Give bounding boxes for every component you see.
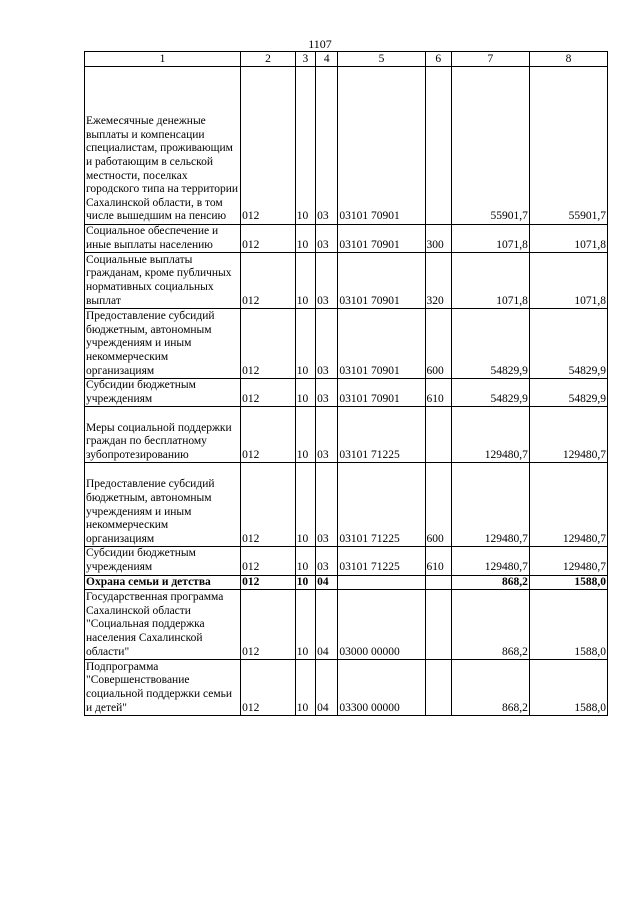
table-row: [85, 575, 608, 590]
row-code-cell: 012: [241, 463, 296, 547]
row-sum-2-cell: 1588,0: [529, 575, 607, 590]
row-section-cell: 10: [295, 253, 315, 309]
row-sum-2-cell: 1588,0: [529, 590, 607, 660]
row-subsection-cell: 03: [316, 253, 338, 309]
row-section-cell: 10: [295, 463, 315, 547]
row-subsection-cell: 03: [316, 225, 338, 253]
row-section-cell: 10: [295, 309, 315, 379]
row-expense-type-cell: 610: [425, 547, 451, 575]
row-section-cell: 10: [295, 660, 315, 716]
row-expense-type-cell: [425, 590, 451, 660]
row-target-article-cell: 03101 71225: [338, 463, 425, 547]
row-target-article-cell: 03000 00000: [338, 590, 425, 660]
row-sum-1-cell: 868,2: [451, 660, 529, 716]
row-name-cell: Охрана семьи и детства: [85, 575, 241, 590]
row-target-article-cell: [338, 575, 425, 590]
row-name-cell: Субсидии бюджетным учреждениям: [85, 379, 241, 407]
row-sum-1-cell: 129480,7: [451, 547, 529, 575]
row-section-cell: 10: [295, 407, 315, 463]
table-row: [85, 309, 608, 379]
page-number: 1107: [308, 37, 332, 51]
table-row: [85, 379, 608, 407]
row-name-cell: Меры социальной поддержки граждан по бесплатному зубопротезированию: [85, 407, 241, 463]
row-expense-type-cell: [425, 407, 451, 463]
row-sum-1-cell: 54829,9: [451, 309, 529, 379]
table-row: [85, 67, 608, 225]
row-sum-2-cell: 1588,0: [529, 660, 607, 716]
row-code-cell: 012: [241, 407, 296, 463]
row-subsection-cell: 04: [316, 660, 338, 716]
row-sum-1-cell: 868,2: [451, 575, 529, 590]
row-sum-1-cell: 868,2: [451, 590, 529, 660]
row-sum-2-cell: 54829,9: [529, 379, 607, 407]
row-subsection-cell: 03: [316, 67, 338, 225]
row-section-cell: 10: [295, 225, 315, 253]
row-expense-type-cell: [425, 660, 451, 716]
row-target-article-cell: 03300 00000: [338, 660, 425, 716]
row-target-article-cell: 03101 70901: [338, 67, 425, 225]
header-cell: 6: [425, 52, 451, 67]
row-code-cell: 012: [241, 379, 296, 407]
row-subsection-cell: 03: [316, 463, 338, 547]
row-sum-2-cell: 54829,9: [529, 309, 607, 379]
row-expense-type-cell: [425, 575, 451, 590]
row-subsection-cell: 03: [316, 379, 338, 407]
row-subsection-cell: 03: [316, 407, 338, 463]
row-name-cell: Подпрограмма "Совершенствование социальной поддержки семьи и детей": [85, 660, 241, 716]
table-row: [85, 253, 608, 309]
row-section-cell: 10: [295, 590, 315, 660]
row-target-article-cell: 03101 71225: [338, 547, 425, 575]
row-name-cell: Ежемесячные денежные выплаты и компенсации специалистам, проживающим и работающим в сельской местности, поселках городского типа на территории Сахалинской области, в том числе вышедшим на пенсию: [85, 67, 241, 225]
header-cell: 5: [338, 52, 425, 67]
row-expense-type-cell: 320: [425, 253, 451, 309]
row-name-cell: Предоставление субсидий бюджетным, автономным учреждениям и иным некоммерческим организациям: [85, 309, 241, 379]
row-subsection-cell: 03: [316, 309, 338, 379]
row-target-article-cell: 03101 71225: [338, 407, 425, 463]
row-code-cell: 012: [241, 309, 296, 379]
row-sum-2-cell: 1071,8: [529, 225, 607, 253]
row-sum-2-cell: 129480,7: [529, 463, 607, 547]
header-cell: 1: [85, 52, 241, 67]
row-name-cell: Предоставление субсидий бюджетным, автономным учреждениям и иным некоммерческим организациям: [85, 463, 241, 547]
row-sum-1-cell: 55901,7: [451, 67, 529, 225]
table-row: [85, 225, 608, 253]
row-sum-1-cell: 1071,8: [451, 225, 529, 253]
row-target-article-cell: 03101 70901: [338, 309, 425, 379]
header-cell: 2: [241, 52, 296, 67]
header-cell: 4: [316, 52, 338, 67]
header-cell: 7: [451, 52, 529, 67]
row-code-cell: 012: [241, 660, 296, 716]
row-target-article-cell: 03101 70901: [338, 253, 425, 309]
row-target-article-cell: 03101 70901: [338, 225, 425, 253]
row-sum-2-cell: 129480,7: [529, 407, 607, 463]
row-name-cell: Субсидии бюджетным учреждениям: [85, 547, 241, 575]
row-code-cell: 012: [241, 67, 296, 225]
row-section-cell: 10: [295, 67, 315, 225]
row-sum-1-cell: 54829,9: [451, 379, 529, 407]
row-name-cell: Социальное обеспечение и иные выплаты населению: [85, 225, 241, 253]
table-row: [85, 590, 608, 660]
row-code-cell: 012: [241, 575, 296, 590]
row-sum-1-cell: 1071,8: [451, 253, 529, 309]
row-sum-2-cell: 1071,8: [529, 253, 607, 309]
row-name-cell: Социальные выплаты гражданам, кроме публичных нормативных социальных выплат: [85, 253, 241, 309]
header-row: [85, 52, 608, 67]
table-row: [85, 547, 608, 575]
row-target-article-cell: 03101 70901: [338, 379, 425, 407]
budget-table: [84, 51, 608, 716]
row-sum-2-cell: 55901,7: [529, 67, 607, 225]
row-sum-1-cell: 129480,7: [451, 407, 529, 463]
row-expense-type-cell: 600: [425, 309, 451, 379]
row-section-cell: 10: [295, 547, 315, 575]
row-sum-2-cell: 129480,7: [529, 547, 607, 575]
row-expense-type-cell: [425, 67, 451, 225]
row-subsection-cell: 04: [316, 590, 338, 660]
table-row: [85, 407, 608, 463]
row-name-cell: Государственная программа Сахалинской области "Социальная поддержка населения Сахалинской области": [85, 590, 241, 660]
row-expense-type-cell: 610: [425, 379, 451, 407]
header-cell: 8: [529, 52, 607, 67]
row-subsection-cell: 04: [316, 575, 338, 590]
row-code-cell: 012: [241, 225, 296, 253]
table-row: [85, 660, 608, 716]
row-code-cell: 012: [241, 253, 296, 309]
row-code-cell: 012: [241, 547, 296, 575]
row-section-cell: 10: [295, 575, 315, 590]
row-expense-type-cell: 600: [425, 463, 451, 547]
header-cell: 3: [295, 52, 315, 67]
row-section-cell: 10: [295, 379, 315, 407]
table-row: [85, 463, 608, 547]
row-code-cell: 012: [241, 590, 296, 660]
row-subsection-cell: 03: [316, 547, 338, 575]
row-sum-1-cell: 129480,7: [451, 463, 529, 547]
row-expense-type-cell: 300: [425, 225, 451, 253]
